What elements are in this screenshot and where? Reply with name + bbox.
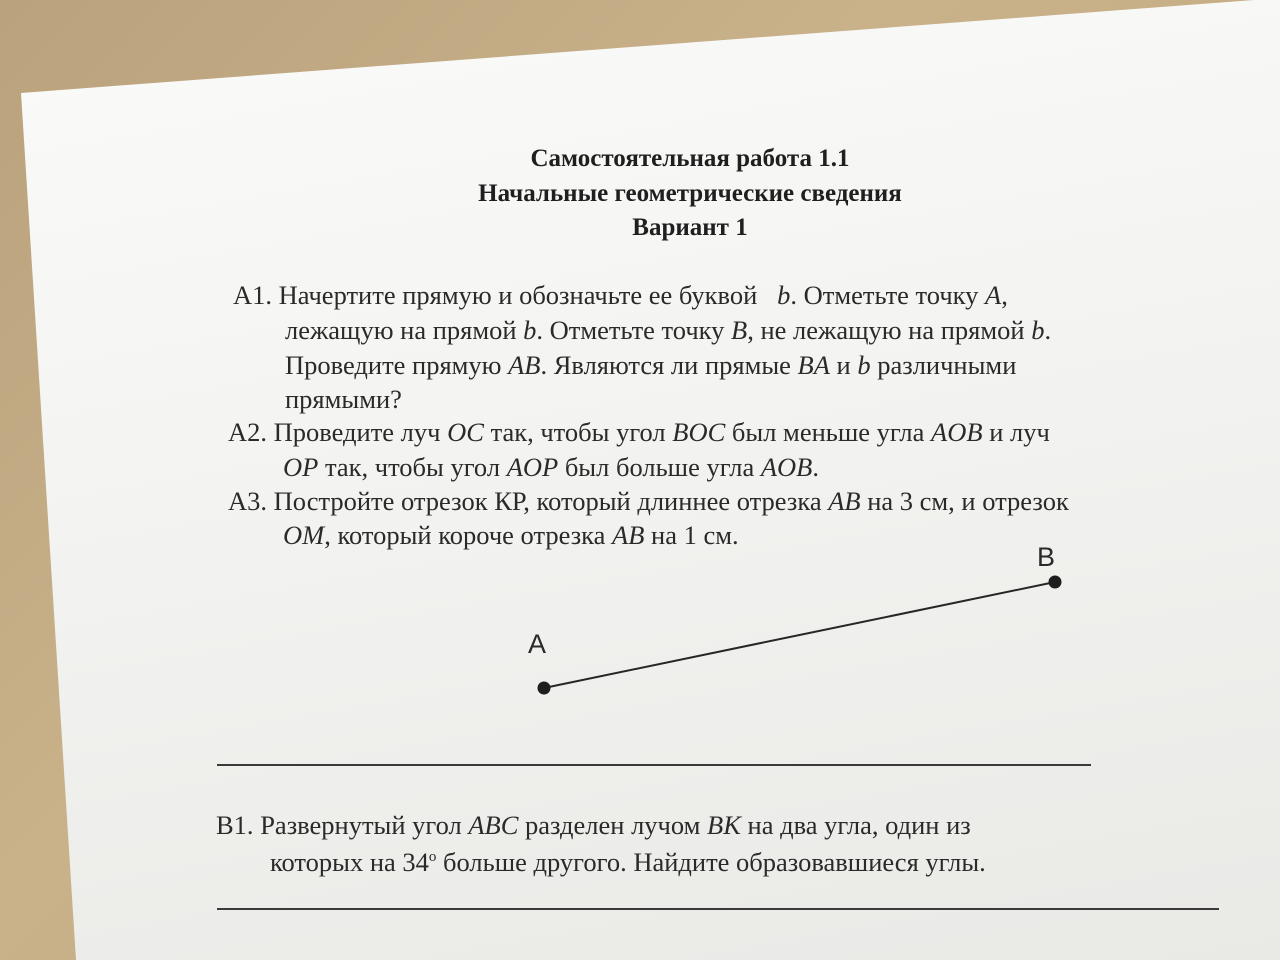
angle-aop-label: AOP xyxy=(506,452,559,482)
task-b1-line1 xyxy=(216,810,971,841)
segment-ab-label: AB xyxy=(508,350,541,380)
angle-abc-label: ABC xyxy=(468,810,519,840)
task-a1-text: . xyxy=(1044,315,1052,345)
task-a2-text: был меньше угла xyxy=(731,417,925,447)
degree-sign: о xyxy=(428,849,437,866)
task-a2-text: так, чтобы угол xyxy=(490,417,666,447)
point-b-dot xyxy=(1049,576,1062,589)
ray-bk-label: BK xyxy=(707,810,741,840)
worksheet-variant: Вариант 1 xyxy=(632,214,748,241)
task-a1-text: , xyxy=(1001,280,1008,310)
task-a2-text: был больше угла xyxy=(564,452,755,482)
letter-b: b xyxy=(1031,315,1045,345)
task-a3-text: на 1 см. xyxy=(651,520,739,550)
task-a3-text: , который короче отрезка xyxy=(324,520,606,550)
segment-om-label: OM xyxy=(283,520,325,550)
segment-ab-label: AB xyxy=(828,486,861,516)
task-a1-text: лежащую на прямой xyxy=(285,315,517,345)
task-a3-number: А3. xyxy=(228,486,268,516)
point-b-label: B xyxy=(731,315,748,345)
task-b1-text: разделен лучом xyxy=(525,810,701,840)
task-a1-number: А1. xyxy=(233,280,273,310)
letter-b: b xyxy=(523,315,537,345)
task-a3-text: на 3 см, и отрезок xyxy=(867,486,1069,516)
task-a1-text: . Отметьте точку xyxy=(790,280,979,310)
line-ba-label: BA xyxy=(797,350,830,380)
task-a1-text: . Отметьте точку xyxy=(536,315,725,345)
ray-op-label: OP xyxy=(283,452,319,482)
task-a1-text: Начертите прямую и обозначьте ее буквой xyxy=(278,280,758,310)
task-a1-text: . Являются ли прямые xyxy=(540,350,791,380)
angle-aob-label: AOB xyxy=(760,452,813,482)
letter-b: b xyxy=(777,280,791,310)
answer-line-a xyxy=(217,764,1091,766)
letter-b: b xyxy=(857,350,871,380)
task-a2-text: Проведите луч xyxy=(273,417,441,447)
task-a1-text: , не лежащую на прямой xyxy=(747,315,1025,345)
angle-aob-label: AOB xyxy=(931,417,983,447)
task-a3-text: Постройте отрезок КР, который длиннее отрезка xyxy=(273,486,822,516)
task-a2-text: так, чтобы угол xyxy=(324,452,501,482)
figure-label-a: A xyxy=(528,629,547,659)
figure-label-b: B xyxy=(1037,542,1056,572)
point-a-label: A xyxy=(985,280,1002,310)
task-b1-text: Развернутый угол xyxy=(260,810,462,840)
task-a2-text: . xyxy=(812,452,819,482)
answer-line-b xyxy=(217,908,1219,910)
task-b1-text: больше другого. Найдите образовавшиеся углы. xyxy=(443,847,986,877)
task-b1-line2 xyxy=(270,847,986,878)
task-a1-text: Проведите прямую xyxy=(285,350,502,380)
task-b1-number: В1. xyxy=(216,810,254,840)
task-a1-text: различными xyxy=(877,350,1017,380)
segment-ab-line xyxy=(544,582,1055,688)
task-b1-text: которых на 34 xyxy=(270,847,429,877)
task-a1-text: и xyxy=(836,350,851,380)
task-a2-text: и луч xyxy=(989,417,1050,447)
ray-oc-label: OC xyxy=(447,417,484,447)
angle-boc-label: BOC xyxy=(672,417,726,447)
task-a1-text: прямыми? xyxy=(285,384,402,414)
task-a2-number: А2. xyxy=(228,417,268,447)
worksheet-subtitle: Начальные геометрические сведения xyxy=(478,180,902,207)
task-b1-text: на два угла, один из xyxy=(747,810,971,840)
point-a-dot xyxy=(538,682,551,695)
segment-ab-label: AB xyxy=(612,520,645,550)
worksheet-title: Самостоятельная работа 1.1 xyxy=(530,145,850,172)
